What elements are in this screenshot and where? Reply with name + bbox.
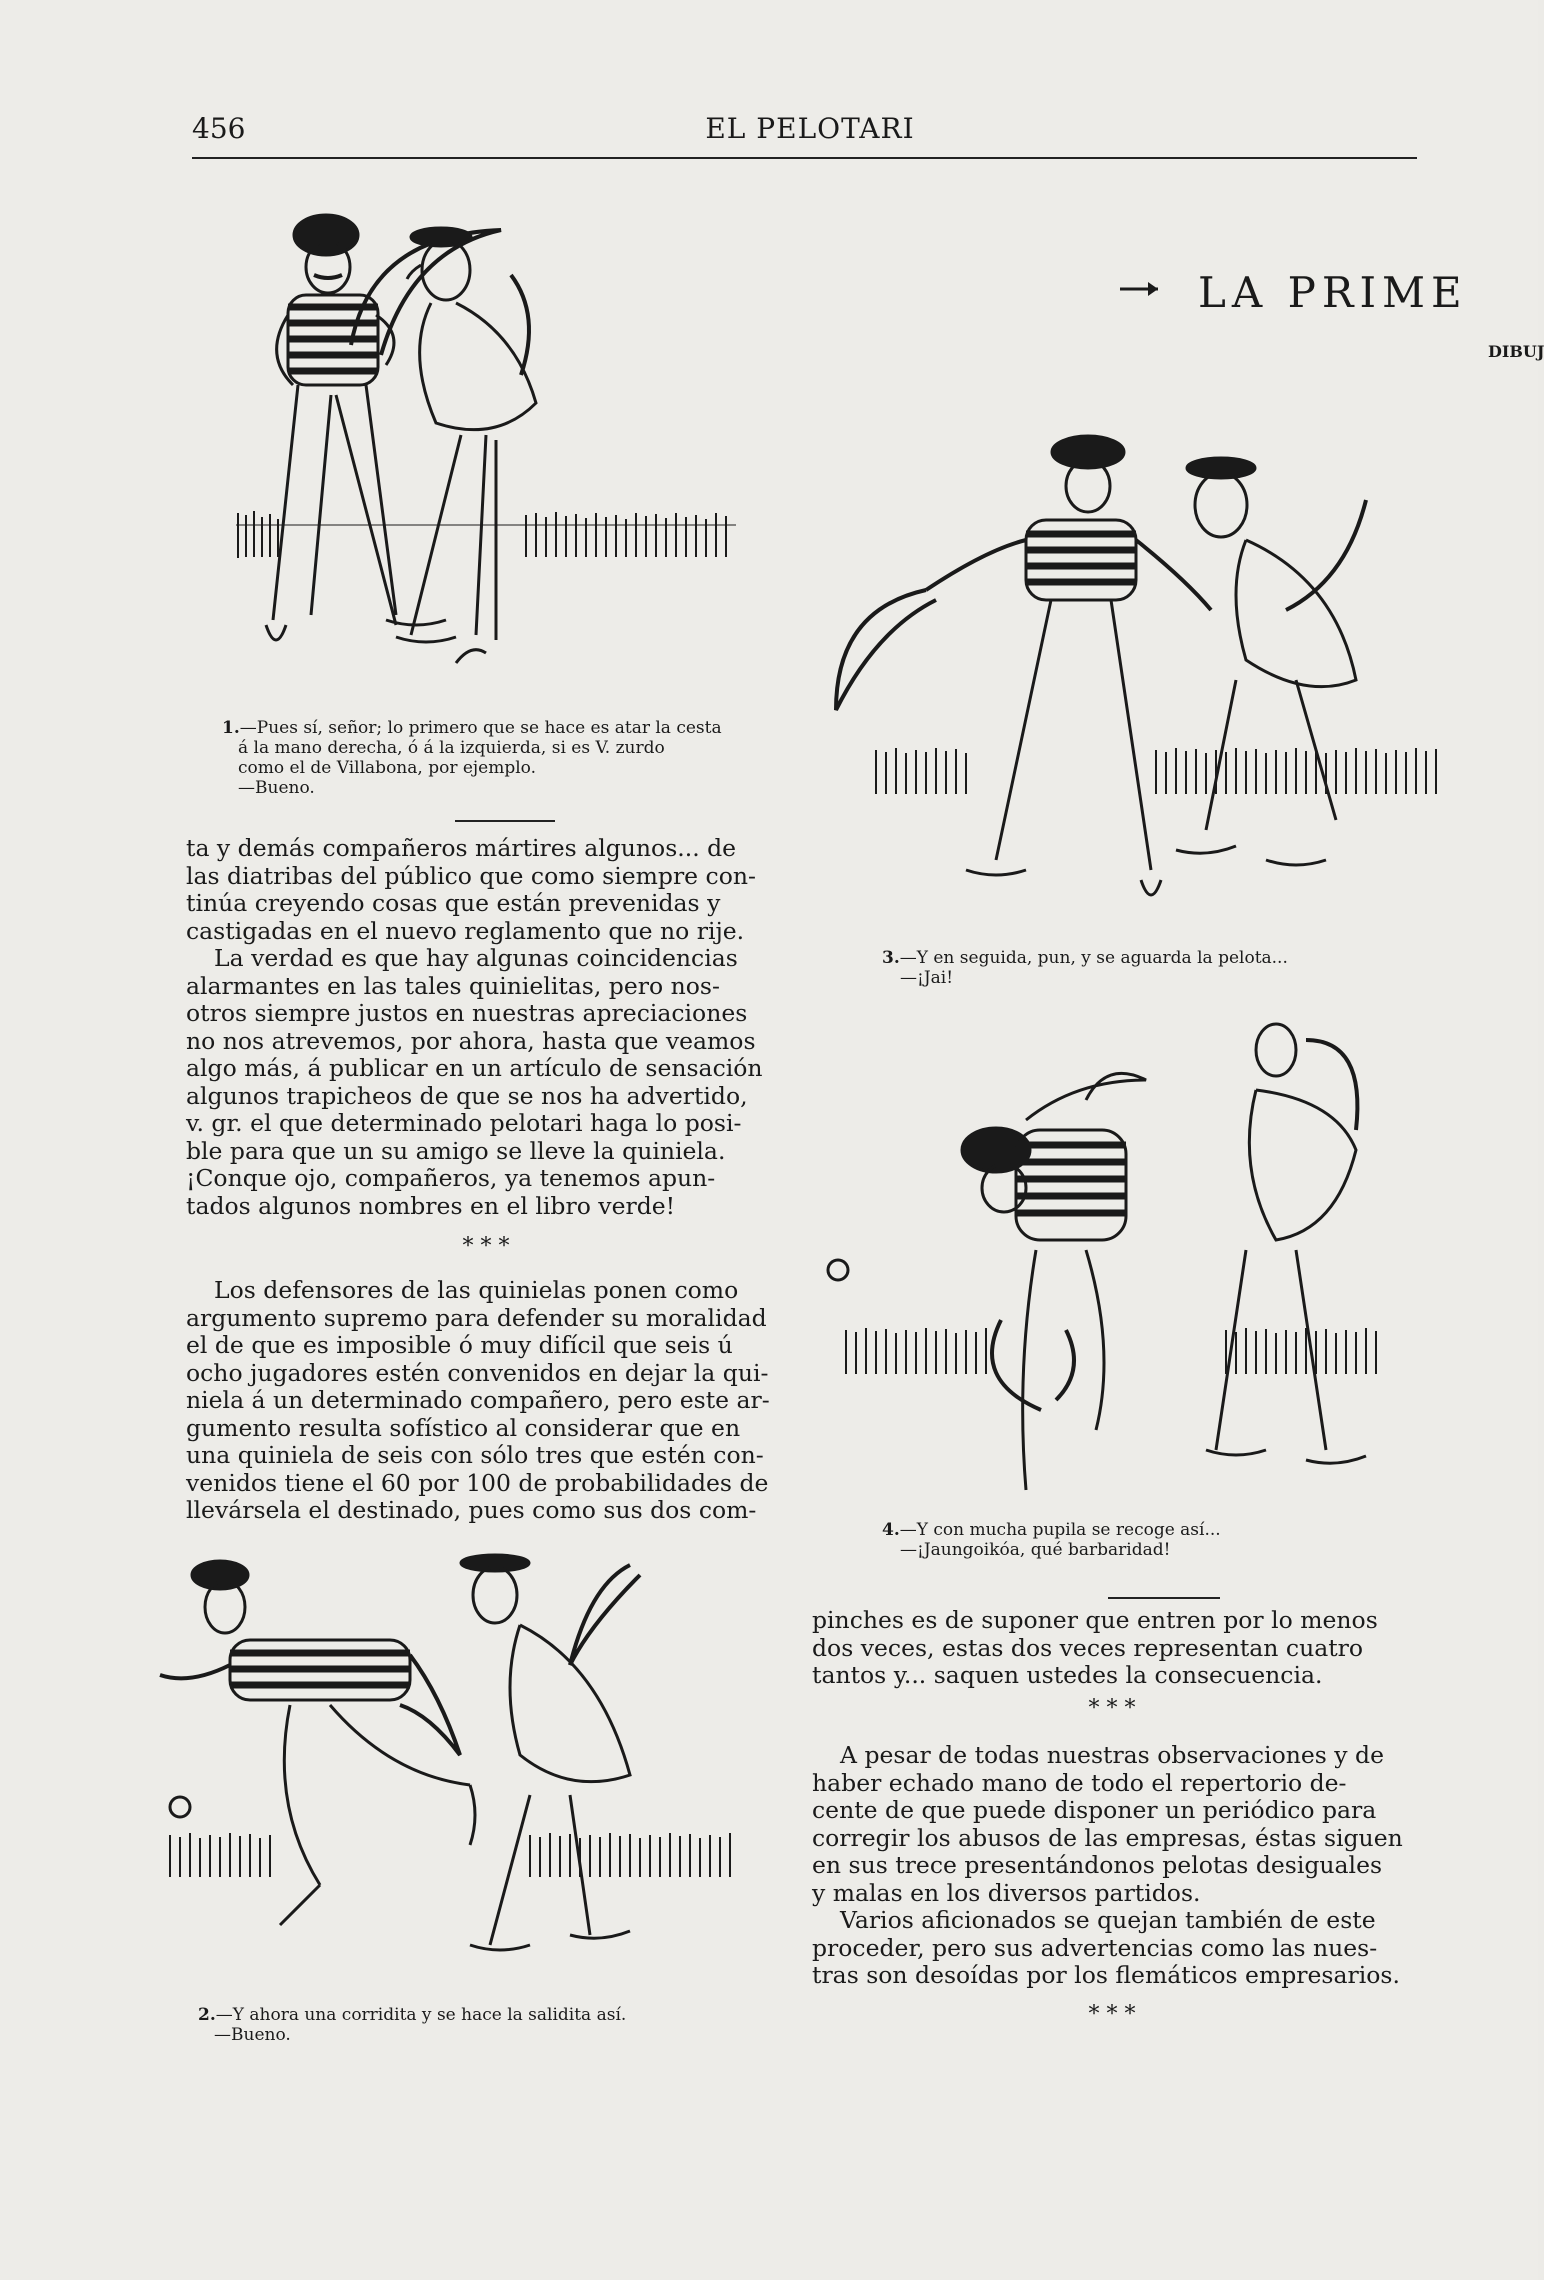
caption-4-line-2: —¡Jaungoikóa, qué barbaridad! — [900, 1540, 1171, 1560]
section-subtitle: DIBUJ — [1488, 342, 1544, 361]
left-para3-line: gumento resulta sofístico al considerar que en — [186, 1413, 741, 1442]
right-para3-line: proceder, pero sus advertencias como las nues- — [812, 1933, 1378, 1962]
left-para3-line: venidos tiene el 60 por 100 de probabilidades de — [186, 1468, 769, 1497]
caption-2-number: 2. — [198, 2005, 216, 2025]
caption-3-line-1: —Y en seguida, pun, y se aguarda la pelota... — [899, 948, 1288, 968]
caption-4-line-1: —Y con mucha pupila se recoge así... — [899, 1520, 1221, 1540]
left-para2-line: alarmantes en las tales quinielitas, pero nos- — [186, 971, 720, 1000]
asterism-3: * * * — [1088, 2002, 1136, 2027]
right-para2-line: haber echado mano de todo el repertorio de- — [812, 1768, 1347, 1797]
right-column-text-2 — [812, 1742, 1403, 1990]
left-column-text — [186, 835, 763, 1220]
illustration-4 — [826, 1020, 1476, 1520]
pelotari-drawing-2 — [150, 1545, 750, 1990]
caption-2-line-2: —Bueno. — [214, 2025, 291, 2045]
left-para2-line: tados algunos nombres en el libro verde! — [186, 1191, 676, 1220]
pelota-ball-icon — [170, 1797, 190, 1817]
left-para2-line: algo más, á publicar en un artículo de sensación — [186, 1054, 763, 1082]
illustration-1 — [226, 195, 746, 705]
caption-1-line-2: á la mano derecha, ó á la izquierda, si es V. zurdo — [238, 738, 665, 758]
left-para1-line: las diatribas del público que como siempre con- — [186, 861, 756, 890]
caption-3-line-2: —¡Jai! — [900, 968, 954, 988]
caption-1-rule — [455, 820, 555, 822]
left-para1-line: tinúa creyendo cosas que están prevenidas y — [186, 889, 721, 917]
left-para2-line: no nos atrevemos, por ahora, hasta que veamos — [186, 1026, 756, 1055]
caption-4 — [882, 1520, 1221, 1560]
page-number: 456 — [192, 112, 246, 145]
right-para3-line: tras son desoídas por los flemáticos empresarios. — [812, 1961, 1400, 1989]
left-para2-line: v. gr. el que determinado pelotari haga lo posi- — [186, 1109, 742, 1137]
caption-2 — [198, 2005, 626, 2045]
asterism-1: * * * — [462, 1234, 510, 1259]
pelotari-drawing-4 — [826, 1020, 1476, 1520]
right-para1-line: pinches es de suponer que entren por lo menos — [812, 1606, 1378, 1634]
caption-3 — [882, 948, 1288, 988]
left-para2-line: otros siempre justos en nuestras apreciaciones — [186, 999, 748, 1027]
left-para1-line: ta y demás compañeros mártires algunos... de — [186, 834, 737, 862]
caption-1-line-3: como el de Villabona, por ejemplo. — [238, 758, 537, 778]
arrow-ornament-icon — [1118, 274, 1162, 304]
caption-1-line-4: —Bueno. — [238, 778, 315, 798]
publication-title: EL PELOTARI — [705, 112, 915, 145]
left-para3-line: una quiniela de seis con sólo tres que estén con- — [186, 1441, 764, 1469]
left-para3-line: Los defensores de las quinielas ponen como — [214, 1276, 739, 1304]
right-para1-line: tantos y... saquen ustedes la consecuencia. — [812, 1661, 1323, 1689]
left-para2-line: ¡Conque ojo, compañeros, ya tenemos apun- — [186, 1164, 716, 1192]
pelotari-drawing-1 — [226, 195, 746, 705]
right-column-text — [812, 1607, 1378, 1690]
caption-2-line-1: —Y ahora una corridita y se hace la salidita así. — [215, 2005, 627, 2025]
left-para2-line: algunos trapicheos de que se nos ha advertido, — [186, 1081, 748, 1110]
left-para3-line: niela á un determinado compañero, pero este ar- — [186, 1386, 770, 1414]
caption-4-number: 4. — [882, 1520, 900, 1540]
illustration-3 — [826, 430, 1476, 940]
right-para1-line: dos veces, estas dos veces representan cuatro — [812, 1633, 1364, 1662]
asterism-2: * * * — [1088, 1696, 1136, 1721]
left-para3-line: llevársela el destinado, pues como sus dos com- — [186, 1496, 757, 1524]
right-para3-line: Varios aficionados se quejan también de este — [840, 1906, 1376, 1934]
right-para2-line: corregir los abusos de las empresas, éstas siguen — [812, 1823, 1403, 1852]
header-rule — [192, 157, 1417, 159]
illustration-2 — [150, 1545, 750, 1990]
caption-1-number: 1. — [222, 718, 240, 738]
right-para2-line: cente de que puede disponer un periódico para — [812, 1796, 1377, 1824]
caption-1-line-1: —Pues sí, señor; lo primero que se hace es atar la cesta — [239, 718, 722, 738]
section-title: LA PRIME — [1198, 268, 1468, 317]
right-para2-line: A pesar de todas nuestras observaciones y de — [840, 1741, 1384, 1769]
left-para3-line: argumento supremo para defender su moralidad — [186, 1303, 767, 1332]
left-para3-line: ocho jugadores estén convenidos en dejar la qui- — [186, 1358, 769, 1387]
left-para1-line: castigadas en el nuevo reglamento que no rije. — [186, 916, 745, 945]
caption-1 — [222, 718, 722, 798]
left-para2-line: ble para que un su amigo se lleve la quiniela. — [186, 1136, 726, 1165]
left-para3-line: el de que es imposible ó muy difícil que seis ú — [186, 1331, 733, 1359]
caption-4-rule — [1108, 1597, 1220, 1599]
pelota-ball-icon — [828, 1260, 848, 1280]
right-para2-line: en sus trece presentándonos pelotas desiguales — [812, 1851, 1383, 1879]
left-column-text-2 — [186, 1277, 770, 1525]
left-para2-line: La verdad es que hay algunas coincidencias — [214, 944, 738, 972]
caption-3-number: 3. — [882, 948, 900, 968]
pelotari-drawing-3 — [826, 430, 1476, 940]
right-para2-line: y malas en los diversos partidos. — [812, 1878, 1201, 1907]
